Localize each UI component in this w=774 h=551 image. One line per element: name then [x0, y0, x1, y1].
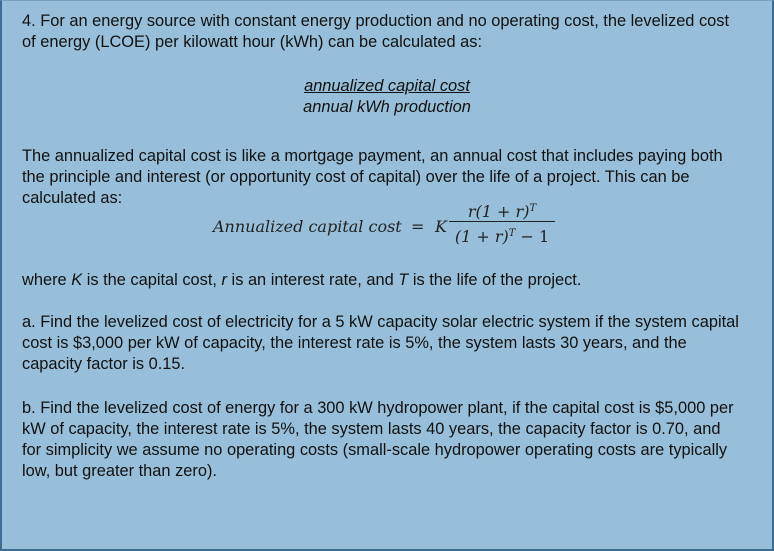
formula-numerator: $r(1 + r)^T$ [467, 202, 537, 221]
variable-definitions: where K is the capital cost, r is an interest rate, and T is the life of the project. [22, 271, 582, 289]
formula-lhs: Annualized capital cost [213, 217, 402, 236]
part-b-question: b. Find the levelized cost of energy for a 300 kW hydropower plant, if the capital cost is $5,000 per kW of capacity, the interest rate is 5%, the system lasts 40 years, the capacity factor is 0.70, and for simplicity we assume no operating costs (small-scale hydropower operating costs are typically low, but greater than zero). [22, 399, 734, 480]
part-a-question: a. Find the levelized cost of electricity for a 5 kW capacity solar electric system if the system capital cost is $3,000 per kW of capacity, the interest rate is 5%, the system lasts 30 years, and the capacity factor is 0.15. [22, 313, 739, 373]
formula-k: K [435, 217, 447, 236]
formula-equals: = [411, 217, 425, 236]
formula-denominator: $(1 + r)^T - 1$ [454, 227, 550, 246]
lcoe-denominator: annual kWh production [303, 98, 471, 116]
intro-paragraph: 4. For an energy source with constant energy production and no operating cost, the levelized cost of energy (LCOE) per kilowatt hour (kWh) can be calculated as: [22, 12, 730, 51]
formula-fraction [449, 199, 555, 244]
lcoe-numerator: annualized capital cost [304, 77, 470, 95]
fraction-bar [449, 221, 555, 222]
lcoe-fraction [252, 76, 522, 118]
annualized-explanation: The annualized capital cost is like a mortgage payment, an annual cost that includes paying both the principle and interest (or opportunity cost of capital) over the life of a project. This can be calculated as: [22, 147, 723, 207]
